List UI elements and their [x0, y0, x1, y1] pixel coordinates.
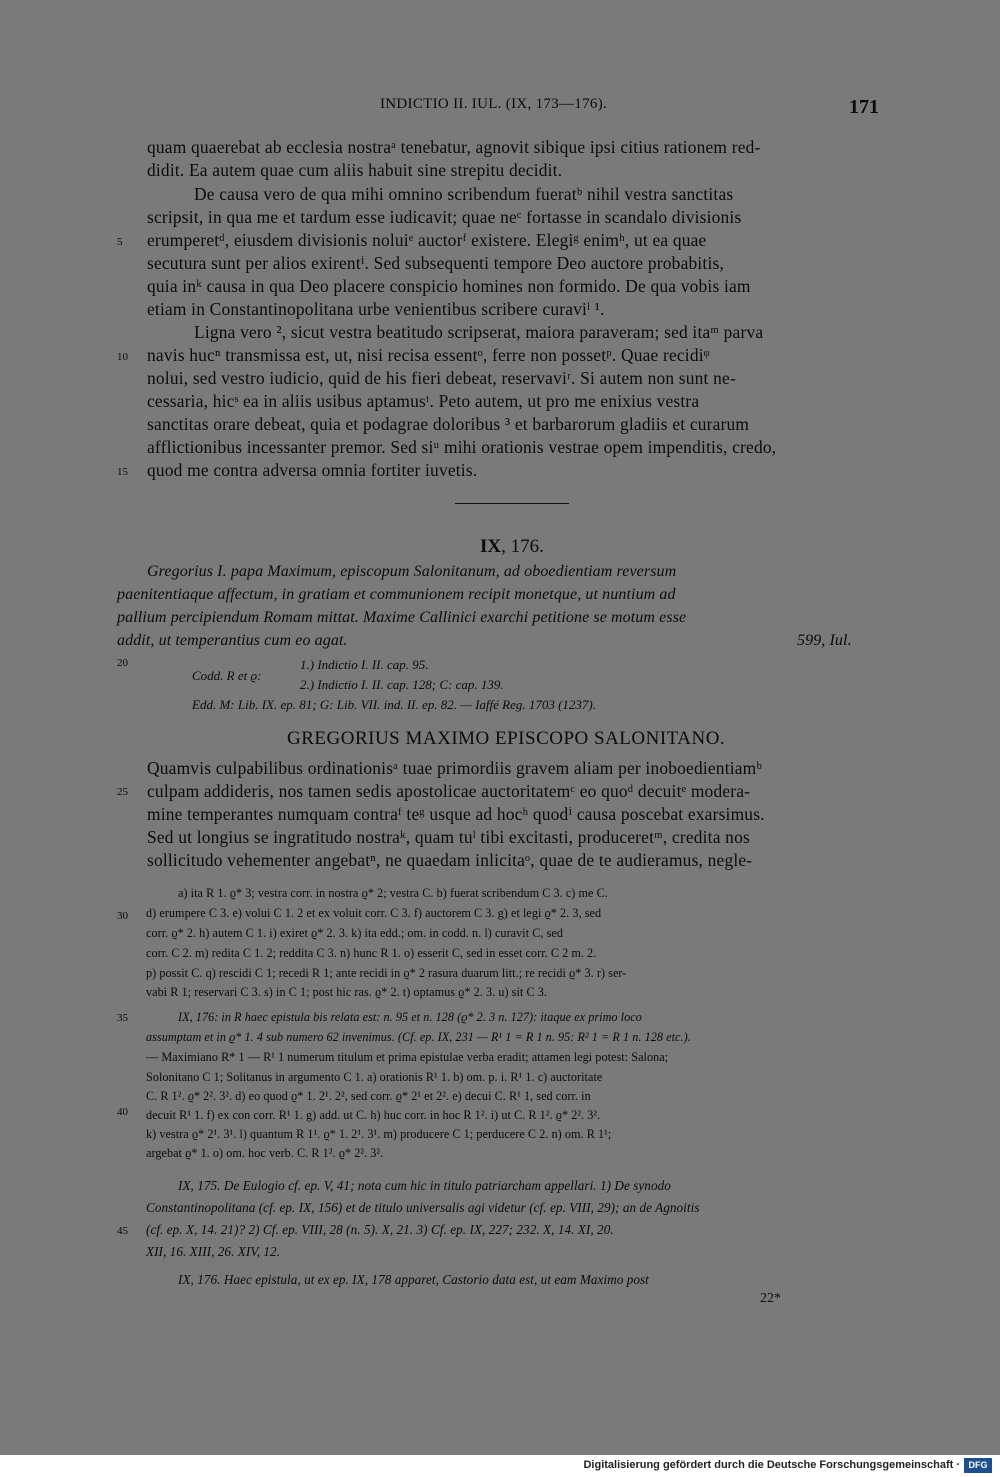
line-number: 10	[117, 351, 128, 363]
body-line: nolui, sed vestro iudicio, quid de his fieri debeat, reservaviʳ. Si autem non sunt ne-	[147, 368, 736, 388]
page-number: 171	[849, 96, 879, 118]
codices-label: Codd. R et ϱ:	[192, 668, 262, 683]
note-line: IX, 176. Haec epistula, ut ex ep. IX, 178 apparet, Castorio data est, ut eam Maximo post	[178, 1272, 649, 1287]
body-line: quam quaerebat ab ecclesia nostraᵃ tenebatur, agnovit sibique ipsi citius rationem red-	[147, 137, 761, 157]
body-line: Ligna vero ², sicut vestra beatitudo scripserat, maiora paraveram; sed itaᵐ parva	[194, 322, 764, 342]
apparatus-line: a) ita R 1. ϱ* 3; vestra corr. in nostra ϱ* 2; vestra C. b) fuerat scribendum C 3. c) me C.	[178, 886, 608, 900]
section-divider	[455, 503, 569, 504]
line-number: 5	[117, 236, 123, 248]
apparatus-line: p) possit C. q) rescidi C 1; recedi R 1; ante recidi in ϱ* 2 rasura duarum litt.; re recidi ϱ* 3. r) ser-	[146, 966, 627, 980]
letter-text-line: mine temperantes numquam contraᶠ teᵍ usque ad hocʰ quodⁱ causa poscebat exarsimus.	[147, 804, 765, 824]
body-line: sanctitas orare debeat, quia et podagrae doloribus ³ et barbarorum gladiis et curarum	[147, 414, 750, 434]
apparatus-line: — Maximiano R* 1 — R¹ 1 numerum titulum et prima epistulae verba eradit; attamen legi potest: Salona;	[146, 1050, 669, 1064]
body-line: scripsit, in qua me et tardum esse iudicavit; quae neᶜ fortasse in scandalo divisionis	[147, 207, 742, 227]
dfg-logo: DFG	[964, 1458, 992, 1473]
line-number: 40	[117, 1106, 128, 1118]
line-number: 20	[117, 657, 128, 669]
body-line: didit. Ea autem quae cum aliis habuit sine strepitu decidit.	[147, 160, 563, 180]
regest-line: Gregorius I. papa Maximum, episcopum Salonitanum, ad oboedientiam reversum	[147, 563, 677, 580]
apparatus-line: corr. C 2. m) redita C 1. 2; reddita C 3. n) hunc R 1. o) esserit C, sed in esset corr. C 2 m. 2.	[146, 946, 597, 960]
regest-line: paenitentiaque affectum, in gratiam et communionem recipit monetque, ut nuntium ad	[117, 586, 676, 603]
letter-number	[480, 536, 544, 558]
footer-bar	[0, 1455, 1000, 1477]
footer-credit: Digitalisierung gefördert durch die Deutsche Forschungsgemeinschaft ·	[583, 1459, 960, 1471]
apparatus-line: IX, 176: in R haec epistula bis relata est: n. 95 et n. 128 (ϱ* 2. 3 n. 127): itaque ex primo loco	[178, 1010, 642, 1024]
apparatus-line: Solonitano C 1; Solitanus in argumento C 1. a) orationis R¹ 1. b) om. p. i. R¹ 1. c) auctoritate	[146, 1070, 603, 1084]
running-title: INDICTIO II. IUL. (IX, 173—176).	[380, 96, 608, 112]
signature-mark: 22*	[760, 1291, 781, 1306]
body-line: quod me contra adversa omnia fortiter iuvetis.	[147, 460, 478, 480]
letter-text-line: Quamvis culpabilibus ordinationisᵃ tuae primordiis gravem aliam per inoboedientiamᵇ	[147, 758, 762, 778]
body-line: De causa vero de qua mihi omnino scribendum fueratᵇ nihil vestra sanctitas	[194, 184, 734, 204]
body-line: cessaria, hicˢ ea in aliis usibus aptamusᵗ. Peto autem, ut pro me enixius vestra	[147, 391, 700, 411]
regest-line: addit, ut temperantius cum eo agat.	[117, 632, 348, 649]
letter-number-rest: , 176.	[501, 536, 544, 557]
codices-entry: 1.) Indictio I. II. cap. 95.	[300, 657, 429, 672]
body-line: erumperetᵈ, eiusdem divisionis noluiᵉ auctorᶠ existere. Elegiᵍ enimʰ, ut ea quae	[147, 230, 707, 250]
line-number: 15	[117, 466, 128, 478]
line-number: 35	[117, 1012, 128, 1024]
letter-title: GREGORIUS MAXIMO EPISCOPO SALONITANO.	[287, 728, 726, 749]
regest-line: pallium percipiendum Romam mittat. Maxime Callinici exarchi petitione se motum esse	[117, 609, 687, 626]
letter-number-bold: IX	[480, 536, 502, 557]
apparatus-line: d) erumpere C 3. e) volui C 1. 2 et ex voluit corr. C 3. f) auctorem C 3. g) et legi ϱ* 2. 3, sed	[146, 906, 602, 920]
editions-line: Edd. M: Lib. IX. ep. 81; G: Lib. VII. ind. II. ep. 82. — Iaffé Reg. 1703 (1237).	[192, 697, 597, 712]
apparatus-line: vabi R 1; reservari C 3. s) in C 1; post hic ras. ϱ* 2. t) optamus ϱ* 2. 3. u) sit C 3.	[146, 985, 547, 999]
apparatus-line: argebat ϱ* 1. o) om. hoc verb. C. R 1². ϱ* 2². 3².	[146, 1146, 384, 1160]
letter-text-line: sollicitudo vehementer angebatⁿ, ne quaedam inlicitaᵒ, quae de te audieramus, negle-	[147, 850, 753, 870]
body-line: navis hucⁿ transmissa est, ut, nisi recisa essentᵒ, ferre non possetᵖ. Quae recidiᵠ	[147, 345, 710, 365]
note-line: XII, 16. XIII, 26. XIV, 12.	[146, 1244, 281, 1259]
apparatus-line: decuit R¹ 1. f) ex con corr. R¹ 1. g) add. ut C. h) huc corr. in hoc R 1². i) ut C. R 1². ϱ* 2². 3².	[146, 1108, 601, 1122]
line-number: 30	[117, 910, 128, 922]
codices-entry: 2.) Indictio I. II. cap. 128; C: cap. 139.	[300, 677, 504, 692]
apparatus-line: C. R 1². ϱ* 2². 3². d) eo quod ϱ* 1. 2¹. 2², sed corr. ϱ* 2¹ et 2². e) decui C. R¹ 1, sed corr. in	[146, 1089, 591, 1103]
line-number: 45	[117, 1225, 128, 1237]
note-line: (cf. ep. X, 14. 21)? 2) Cf. ep. VIII, 28 (n. 5). X, 21. 3) Cf. ep. IX, 227; 232. X, 14. XI, 20.	[146, 1222, 614, 1237]
letter-date: 599, Iul.	[797, 632, 852, 649]
body-line: afflictionibus incessanter premor. Sed siᵘ mihi orationis vestrae opem impenditis, credo,	[147, 437, 777, 457]
body-line: etiam in Constantinopolitana urbe venientibus scribere curaviˡ ¹.	[147, 299, 605, 319]
letter-text-line: Sed ut longius se ingratitudo nostraᵏ, quam tuˡ tibi excitasti, produceretᵐ, credita nos	[147, 827, 750, 847]
body-line: quia inᵏ causa in qua Deo placere conspicio homines non formido. De qua vobis iam	[147, 276, 751, 296]
apparatus-line: k) vestra ϱ* 2¹. 3¹. l) quantum R 1¹. ϱ* 1. 2¹. 3¹. m) producere C 1; perducere C 2. n) om. R 1¹;	[146, 1127, 612, 1141]
note-line: IX, 175. De Eulogio cf. ep. V, 41; nota cum hic in titulo patriarcham appellari. 1) De synodo	[178, 1178, 671, 1193]
note-line: Constantinopolitana (cf. ep. IX, 156) et de titulo universalis agi videtur (cf. ep. VIII, 29); an de Agnoitis	[146, 1200, 700, 1215]
line-number: 25	[117, 786, 128, 798]
body-line: secutura sunt per alios exirentⁱ. Sed subsequenti tempore Deo auctore probabitis,	[147, 253, 725, 273]
apparatus-line: corr. ϱ* 2. h) autem C 1. i) exiret ϱ* 2. 3. k) ita edd.; om. in codd. n. l) curavit C, sed	[146, 926, 564, 940]
letter-text-line: culpam addideris, nos tamen sedis apostolicae auctoritatemᶜ eo quoᵈ decuitᵉ modera-	[147, 781, 751, 801]
apparatus-line: assumptam et in ϱ* 1. 4 sub numero 62 invenimus. (Cf. ep. IX, 231 — R¹ 1 = R 1 n. 95: R² 1 = R 1 n. 128 etc.).	[146, 1030, 691, 1044]
